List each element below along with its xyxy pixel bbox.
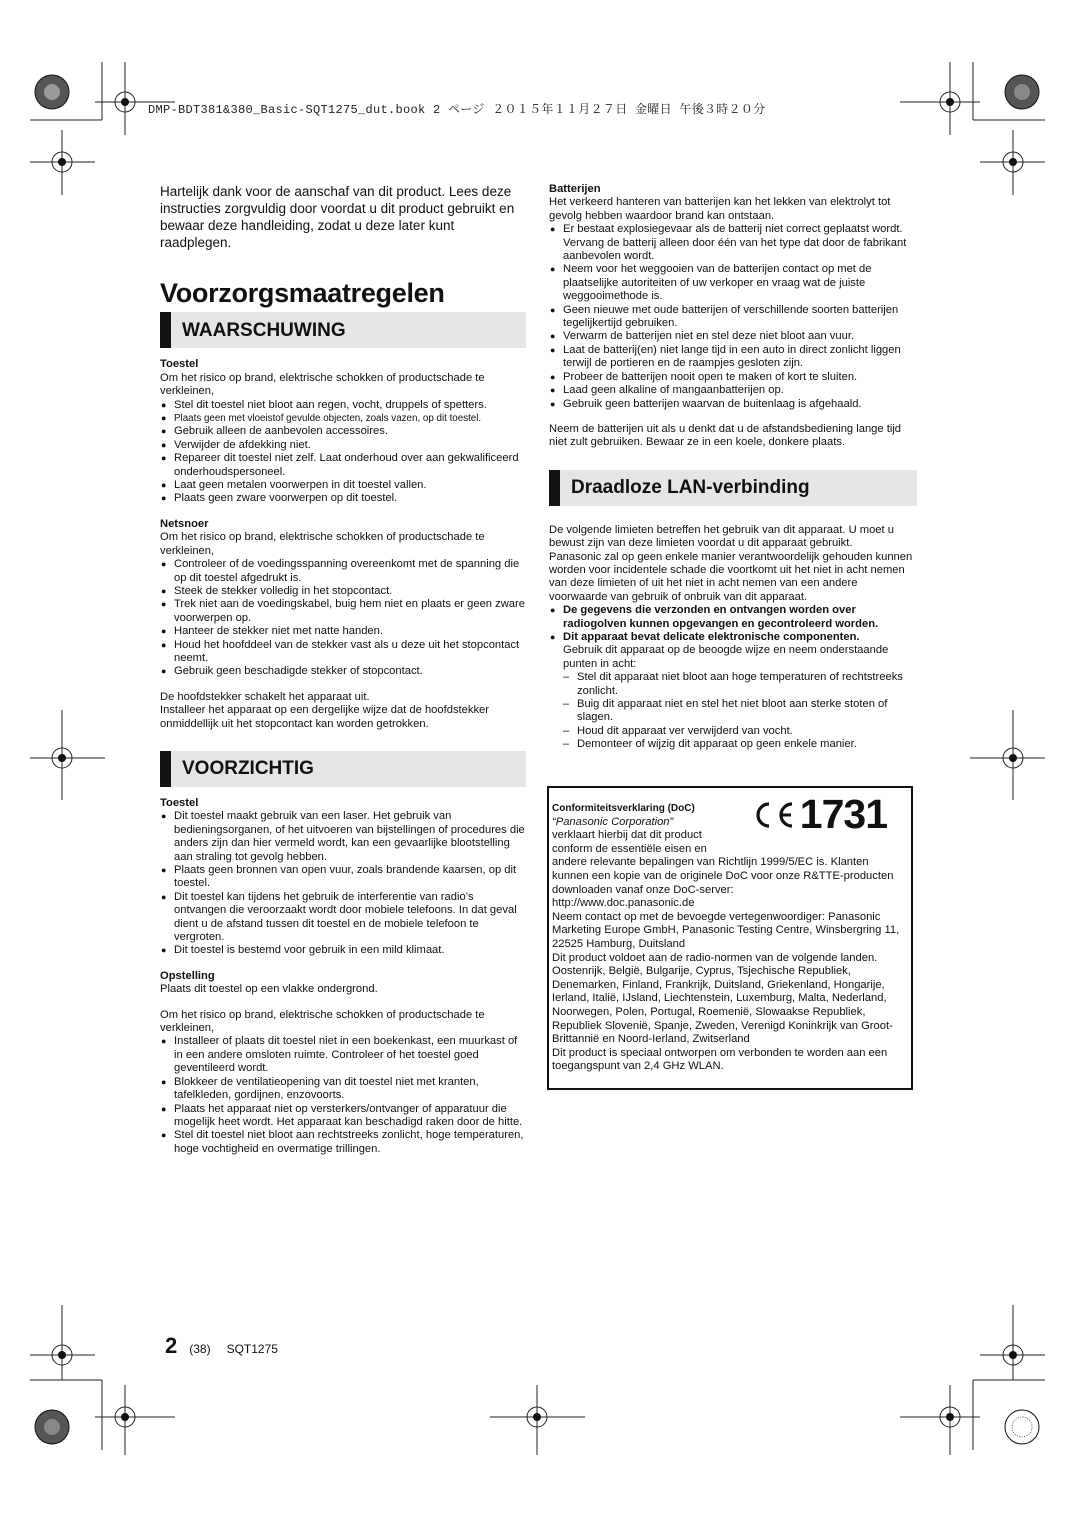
left-column — [160, 183, 526, 1156]
list-item: ● Blokkeer de ventilatieopening van dit toestel niet met kranten, tafelkleden, gordijnen, enzovoorts. — [160, 1076, 526, 1103]
lan-bold-2-text: Gebruik dit apparaat op de beoogde wijze en neem onderstaande punten in acht: — [563, 644, 889, 670]
list-item: – Demonteer of wijzig dit apparaat op geen enkele manier. — [563, 738, 917, 751]
list-item: ● Er bestaat explosiegevaar als de batterij niet correct geplaatst wordt. Vervang de batterij alleen door één van het type dat door de fabrikant aanbevolen wordt. — [549, 223, 917, 263]
warning-netsnoer-title: Netsnoer — [160, 517, 209, 530]
doc-title: Conformiteitsverklaring (DoC) — [552, 803, 695, 814]
page-subnumber: (38) — [189, 1342, 211, 1356]
intro-text: Hartelijk dank voor de aanschaf van dit product. Lees deze instructies zorgvuldig door voordat u dit product gebruikt en bewaar deze handleiding, zodat u deze later kunt raadplegen. — [160, 184, 515, 250]
caution-heading: VOORZICHTIG — [160, 751, 526, 787]
warning-netsnoer-list — [160, 558, 526, 679]
ce-mark — [750, 791, 887, 838]
list-item: – Buig dit apparaat niet en stel het niet bloot aan sterke stoten of slagen. — [563, 698, 917, 725]
lan-paragraph-1: De volgende limieten betreffen het gebruik van dit apparaat. U moet u bewust zijn van deze limieten voordat u dit apparaat gebruikt. — [549, 523, 894, 550]
list-item: ● Gebruik alleen de aanbevolen accessoires. — [160, 425, 526, 438]
doc-countries: Dit product voldoet aan de radio-normen van de volgende landen. Oostenrijk, België, Bulgarije, Cyprus, Tsjechische Republiek, Denemarken, Finland, Frankrijk, Duitsland, Griekenland, Hongarije, Ierland, Italië, IJsland, Liechtenstein, Luxemburg, Malta, Nederland, Noorwegen, Polen, Portugal, Roemenië, Slowaakse Republiek, Republiek Slovenië, Spanje, Zweden, Verenigd Koninkrijk van Groot-Brittannië en Noord-Ierland, Zwitserland — [552, 951, 893, 1046]
doc-line-2: conform de essentiële eisen en — [552, 842, 707, 855]
lan-dash-list — [549, 671, 917, 751]
list-item: ● Hanteer de stekker niet met natte handen. — [160, 625, 526, 638]
list-item: ● Installeer of plaats dit toestel niet in een boekenkast, een muurkast of in een andere omsloten ruimte. Controleer of het toestel goed geventileerd wordt. — [160, 1035, 526, 1075]
list-item: ● Plaats geen bronnen van open vuur, zoals brandende kaarsen, op dit toestel. — [160, 864, 526, 891]
list-item: ● Laad geen alkaline of mangaanbatterijen op. — [549, 384, 917, 397]
list-item: ● Stel dit toestel niet bloot aan regen, vocht, druppels of spetters. — [160, 399, 526, 412]
list-item: ● Plaats het apparaat niet op versterkers/ontvanger of apparatuur die mogelijk heet wordt. Het apparaat kan beschadigd raken door de hitte. — [160, 1103, 526, 1130]
list-item: ● Repareer dit toestel niet zelf. Laat onderhoud over aan gekwalificeerd onderhoudspersoneel. — [160, 452, 526, 479]
page-footer — [165, 1333, 294, 1359]
doc-box — [547, 786, 913, 1090]
list-item: ● Verwarm de batterijen niet en stel deze niet bloot aan vuur. — [549, 330, 917, 343]
page-number: 2 — [165, 1333, 178, 1358]
warning-heading: WAARSCHUWING — [160, 312, 526, 348]
list-item: ● Gebruik geen batterijen waarvan de buitenlaag is afgehaald. — [549, 398, 917, 411]
list-item: ● Trek niet aan de voedingskabel, buig hem niet en plaats er geen zware voorwerpen op. — [160, 598, 526, 625]
list-item: – Stel dit apparaat niet bloot aan hoge temperaturen of rechtstreeks zonlicht. — [563, 671, 917, 698]
list-item: ● Laat geen metalen voorwerpen in dit toestel vallen. — [160, 479, 526, 492]
batteries-text: Het verkeerd hanteren van batterijen kan het lekken van elektrolyt tot gevolg hebben waardoor brand kan ontstaan. — [549, 196, 891, 222]
doc-wlan: Dit product is speciaal ontworpen om verbonden te worden aan een toegangspunt van 2,4 GHz WLAN. — [552, 1046, 888, 1073]
lan-paragraph-2: Panasonic zal op geen enkele manier verantwoordelijk gehouden kunnen worden voor incidentele schade die voortkomt uit het niet in acht nemen van deze limieten of uit het niet in acht nemen van een andere voorwaarde van gebruik of onbruik van dit apparaat. — [549, 550, 913, 603]
batteries-title: Batterijen — [549, 183, 601, 195]
caution-opstelling-title: Opstelling — [160, 969, 215, 982]
ce-number: 1731 — [799, 791, 887, 838]
document-code: SQT1275 — [226, 1342, 278, 1356]
caution-opstelling-text-2: Om het risico op brand, elektrische schokken of productschade te verkleinen, — [160, 1008, 485, 1035]
hoofdstekker-text-2: Installeer het apparaat op een dergelijke wijze dat de hoofdstekker onmiddellijk uit het stopcontact kan worden getrokken. — [160, 704, 489, 730]
list-item: ● De gegevens die verzonden en ontvangen worden over radiogolven kunnen opgevangen en gecontroleerd worden. — [549, 604, 917, 631]
right-column — [549, 183, 917, 752]
list-item: ● Gebruik geen beschadigde stekker of stopcontact. — [160, 665, 526, 678]
list-item: ● Geen nieuwe met oude batterijen of verschillende soorten batterijen tegelijkertijd gebruiken. — [549, 304, 917, 331]
batteries-list — [549, 223, 917, 411]
list-item: ● Controleer of de voedingsspanning overeenkomt met de spanning die op dit toestel afgedrukt is. — [160, 558, 526, 585]
list-item: – Houd dit apparaat ver verwijderd van vocht. — [563, 725, 917, 738]
doc-url: http://www.doc.panasonic.de — [552, 897, 695, 910]
list-item: ● Probeer de batterijen nooit open te maken of kort te sluiten. — [549, 371, 917, 384]
page-title: Voorzorgsmaatregelen — [160, 278, 445, 308]
lan-heading: Draadloze LAN-verbinding — [549, 470, 917, 506]
list-item: ● Laat de batterij(en) niet lange tijd in een auto in direct zonlicht liggen terwijl de portieren en de raampjes gesloten zijn. — [549, 344, 917, 371]
list-item — [549, 631, 917, 671]
caution-toestel-list — [160, 810, 526, 957]
warning-toestel-text: Om het risico op brand, elektrische schokken of productschade te verkleinen, — [160, 371, 485, 398]
ce-logo-icon — [750, 800, 796, 830]
list-item: ● Neem voor het weggooien van de batterijen contact op met de plaatselijke autoriteiten of uw verkoper en vraag wat de juiste weggooimethode is. — [549, 263, 917, 303]
doc-line-1: verklaart hierbij dat dit product — [552, 829, 702, 842]
caution-opstelling-list — [160, 1035, 526, 1156]
lan-bold-2: Dit apparaat bevat delicate elektronische componenten. — [563, 630, 860, 643]
list-item: ● Steek de stekker volledig in het stopcontact. — [160, 585, 526, 598]
list-item: ● Verwijder de afdekking niet. — [160, 439, 526, 452]
book-header: DMP-BDT381&380_Basic-SQT1275_dut.book 2 ページ ２０１５年１１月２７日 金曜日 午後３時２０分 — [148, 103, 766, 117]
doc-body: andere relevante bepalingen van Richtlijn 1999/5/EC is. Klanten kunnen een kopie van de originele DoC voor onze R&TTE-producten downloaden vanaf onze DoC-server: — [552, 856, 894, 896]
caution-toestel-title: Toestel — [160, 796, 199, 809]
warning-netsnoer-text: Om het risico op brand, elektrische schokken of productschade te verkleinen, — [160, 531, 485, 557]
batteries-note: Neem de batterijen uit als u denkt dat u de afstandsbediening lange tijd niet zult gebruiken. Bewaar ze in een koele, donkere plaats. — [549, 422, 902, 449]
warning-toestel-list — [160, 399, 526, 506]
caution-opstelling-text: Plaats dit toestel op een vlakke ondergrond. — [160, 983, 378, 996]
list-item: ● Houd het hoofddeel van de stekker vast als u deze uit het stopcontact neemt. — [160, 639, 526, 666]
list-item: ● Plaats geen met vloeistof gevulde objecten, zoals vazen, op dit toestel. — [160, 412, 526, 425]
list-item: ● Dit toestel kan tijdens het gebruik de interferentie van radio’s ontvangen die veroorzaakt wordt door mobiele telefoons. In dat geval dient u de afstand tussen dit toestel en de mobiele telefoon te vergroten. — [160, 891, 526, 945]
list-item: ● Dit toestel maakt gebruik van een laser. Het gebruik van bedieningsorganen, of het uitvoeren van bijstellingen of procedures die anders zijn dan hier vermeld wordt, kan een gevaarlijke blootstelling aan straling tot gevolg hebben. — [160, 810, 526, 864]
list-item: ● Stel dit toestel niet bloot aan rechtstreeks zonlicht, hoge temperaturen, hoge vochtigheid en overmatige trillingen. — [160, 1129, 526, 1156]
lan-list — [549, 604, 917, 671]
warning-toestel-title: Toestel — [160, 358, 199, 371]
list-item: ● Dit toestel is bestemd voor gebruik in een mild klimaat. — [160, 944, 526, 957]
doc-contact: Neem contact op met de bevoegde vertegenwoordiger: Panasonic Marketing Europe GmbH, Panasonic Testing Centre, Winsbergring 11, 22525 Hamburg, Duitsland — [552, 910, 900, 950]
list-item: ● Plaats geen zware voorwerpen op dit toestel. — [160, 492, 526, 505]
doc-corporation: “Panasonic Corporation” — [552, 815, 674, 828]
hoofdstekker-text-1: De hoofdstekker schakelt het apparaat uit. — [160, 690, 370, 703]
